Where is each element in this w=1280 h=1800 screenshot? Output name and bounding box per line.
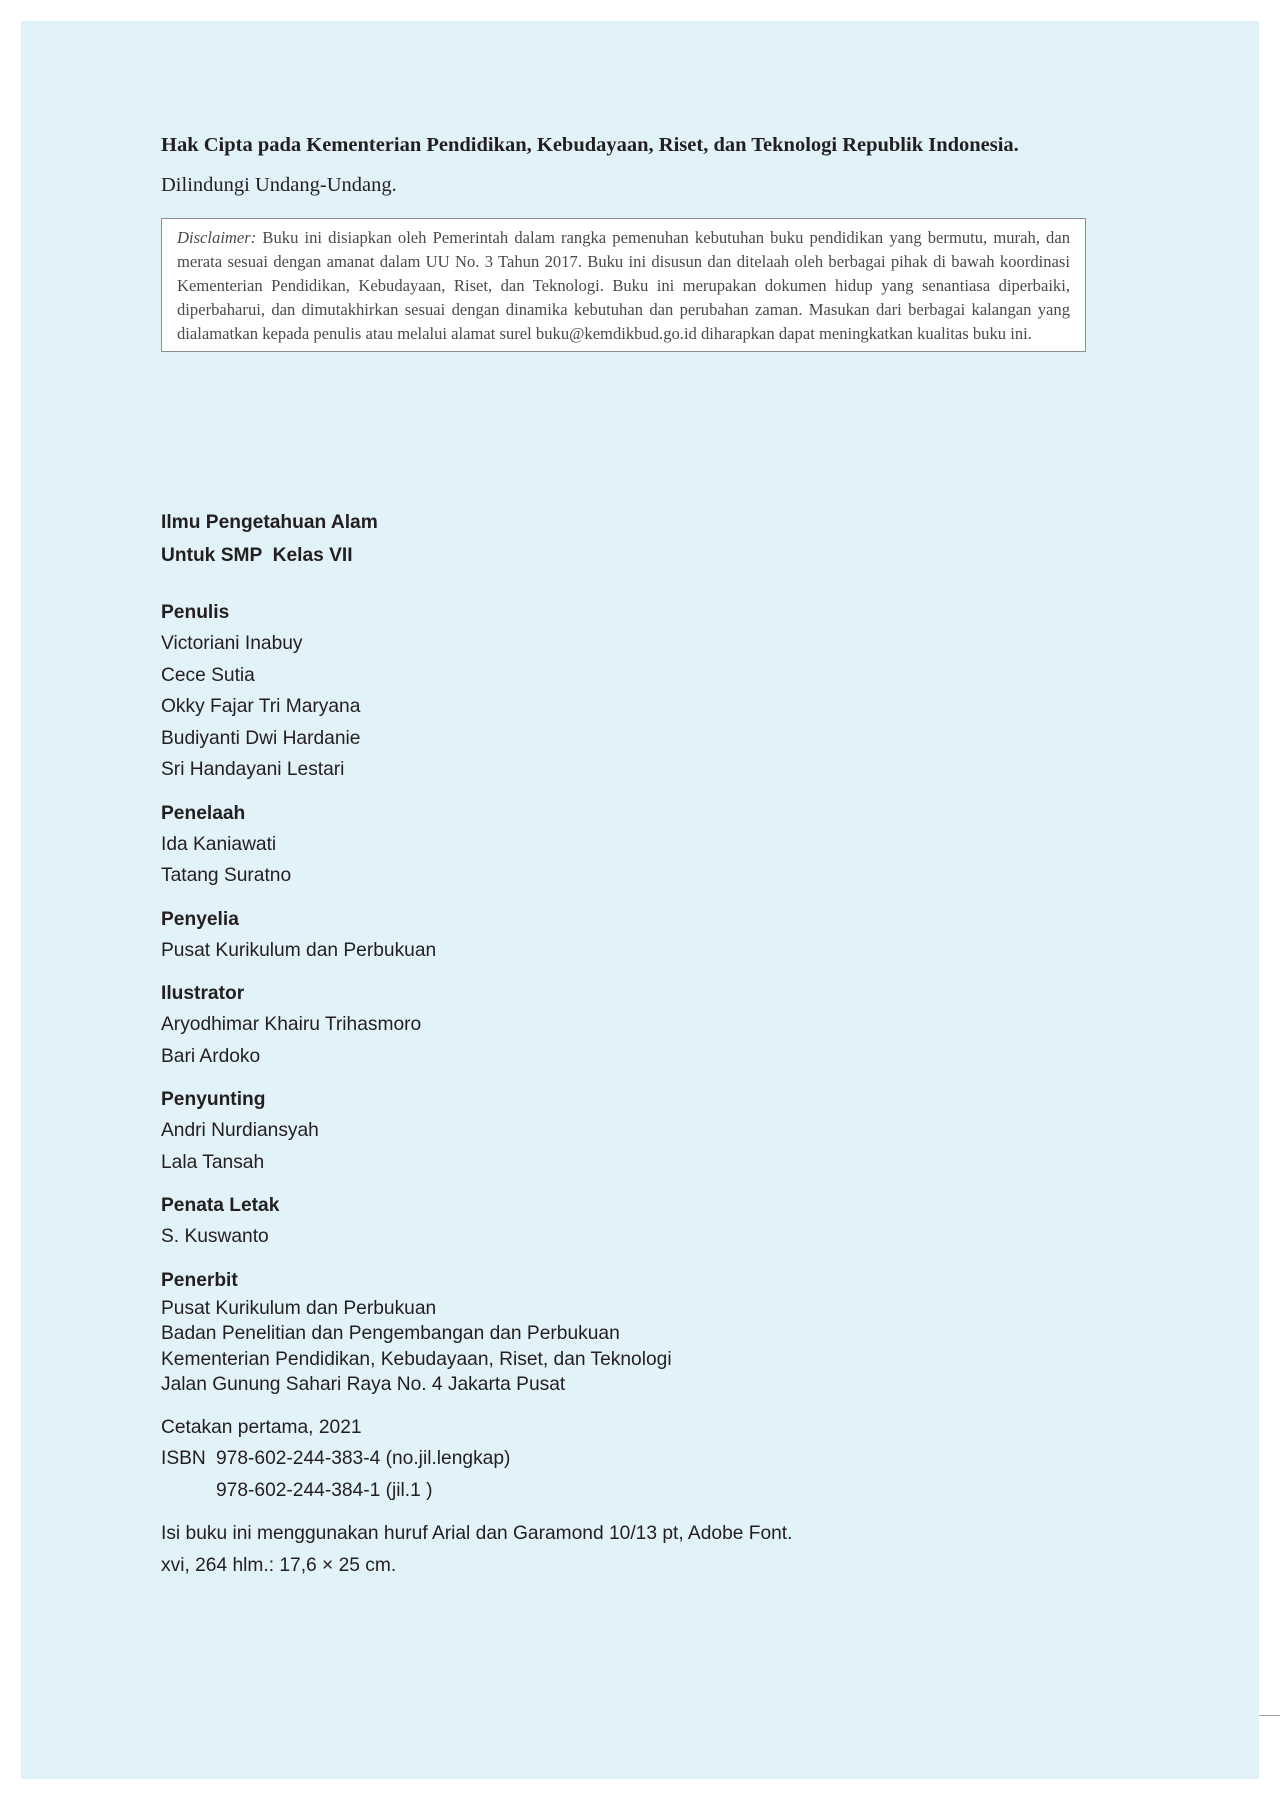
publisher-line: Kementerian Pendidikan, Kebudayaan, Riset, dan Teknologi xyxy=(161,1348,672,1370)
credit-name: Cece Sutia xyxy=(161,664,255,686)
disclaimer-box xyxy=(161,218,1086,352)
credits xyxy=(161,597,1061,1581)
credit-section xyxy=(161,798,1061,892)
section-heading: Ilustrator xyxy=(161,983,245,1004)
disclaimer-text: Buku ini disiapkan oleh Pemerintah dalam rangka pemenuhan kebutuhan buku pendidikan yang bermutu, murah, dan merata sesuai dengan amanat dalam UU No. 3 Tahun 2017. Buku ini disusun dan ditelaah oleh berbagai pihak di bawah koordinasi Kementerian Pendidikan, Kebudayaan, Riset, dan Teknologi. Buku ini merupakan dokumen hidup yang senantiasa diperbaiki, diperbaharui, dan dimutakhirkan sesuai dengan dinamika kebutuhan dan perubahan zaman. Masukan dari berbagai kalangan yang dialamatkan kepada penulis atau melalui alamat surel buku@kemdikbud.go.id diharapkan dapat meningkatkan kualitas buku ini. xyxy=(177,228,1070,343)
credit-section xyxy=(161,904,1061,967)
publisher-section xyxy=(161,1265,1061,1398)
section-heading: Penerbit xyxy=(161,1269,238,1291)
dimensions-note: xvi, 264 hlm.: 17,6 × 25 cm. xyxy=(161,1554,397,1576)
credit-name: Ida Kaniawati xyxy=(161,833,277,855)
credit-name: Budiyanti Dwi Hardanie xyxy=(161,727,361,749)
credit-name: Victoriani Inabuy xyxy=(161,633,303,654)
section-heading: Penulis xyxy=(161,602,230,623)
credit-section xyxy=(161,1084,1061,1178)
section-heading: Penyunting xyxy=(161,1089,266,1110)
credit-name: S. Kuswanto xyxy=(161,1226,269,1247)
credit-name: Bari Ardoko xyxy=(161,1045,261,1067)
credit-sections xyxy=(161,597,1061,1253)
edition-line: Cetakan pertama, 2021 xyxy=(161,1416,362,1438)
section-heading: Penata Letak xyxy=(161,1195,280,1216)
font-note: Isi buku ini menggunakan huruf Arial dan Garamond 10/13 pt, Adobe Font. xyxy=(161,1523,793,1544)
credit-name: Pusat Kurikulum dan Perbukuan xyxy=(161,939,437,961)
book-title: Ilmu Pengetahuan Alam xyxy=(161,512,378,533)
credit-name: Andri Nurdiansyah xyxy=(161,1120,319,1141)
publisher-line: Pusat Kurikulum dan Perbukuan xyxy=(161,1297,437,1319)
disclaimer-lead: Disclaimer: xyxy=(177,228,257,247)
page-edge-mark xyxy=(1259,1715,1280,1716)
credit-name: Sri Handayani Lestari xyxy=(161,759,345,780)
credit-section xyxy=(161,597,1061,786)
book-title-block xyxy=(161,506,378,572)
isbn-second: 978-602-244-384-1 (jil.1 ) xyxy=(216,1479,433,1501)
credit-name: Okky Fajar Tri Maryana xyxy=(161,696,361,717)
credit-name: Tatang Suratno xyxy=(161,865,292,886)
publisher-line: Jalan Gunung Sahari Raya No. 4 Jakarta Pusat xyxy=(161,1374,566,1395)
isbn-label: ISBN xyxy=(161,1448,206,1469)
book-subtitle: Untuk SMP Kelas VII xyxy=(161,545,353,566)
copyright-protected: Dilindungi Undang-Undang. xyxy=(161,174,397,196)
publisher-line: Badan Penelitian dan Pengembangan dan Perbukuan xyxy=(161,1323,620,1344)
credit-name: Lala Tansah xyxy=(161,1151,265,1173)
isbn-row xyxy=(161,1443,1061,1475)
isbn-first: 978-602-244-383-4 (no.jil.lengkap) xyxy=(216,1448,511,1469)
credit-section xyxy=(161,1190,1061,1253)
copyright-holder: Hak Cipta pada Kementerian Pendidikan, Kebudayaan, Riset, dan Teknologi Republik Indonesia. xyxy=(161,134,1019,156)
credit-name: Aryodhimar Khairu Trihasmoro xyxy=(161,1014,422,1035)
credit-section xyxy=(161,978,1061,1072)
section-heading: Penyelia xyxy=(161,908,239,930)
section-heading: Penelaah xyxy=(161,802,246,824)
